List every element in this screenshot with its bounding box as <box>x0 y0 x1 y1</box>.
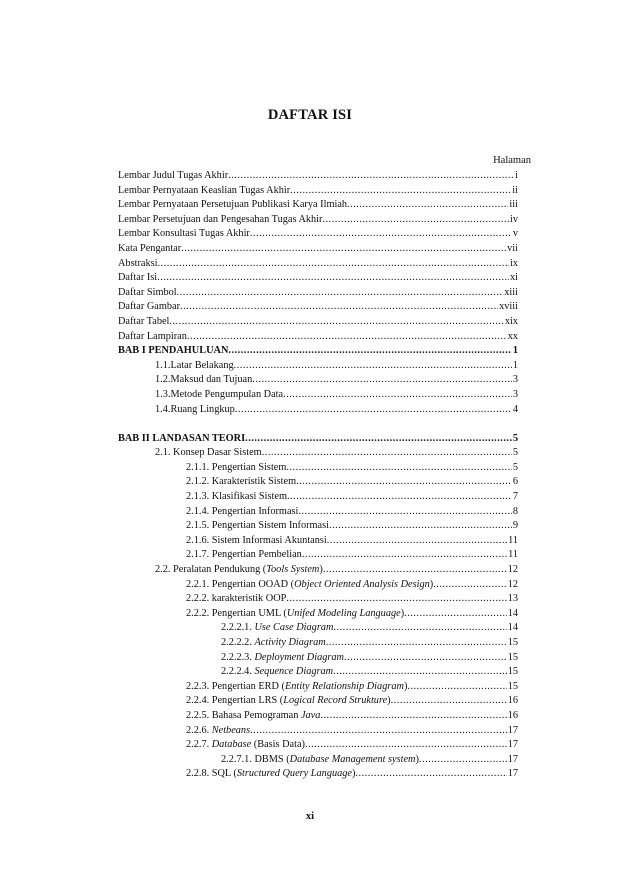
toc-entry-label: 1.1.Latar Belakang <box>155 359 234 371</box>
toc-entry-label: Daftar Isi <box>118 272 158 284</box>
toc-entry <box>118 738 518 753</box>
toc-entry <box>118 184 518 199</box>
toc-entry-page: 15 <box>507 680 518 692</box>
toc-leader-dots <box>245 432 512 447</box>
toc-leader-dots <box>228 169 514 184</box>
toc-entry <box>118 198 518 213</box>
toc-leader-dots <box>286 461 511 476</box>
toc-entry <box>118 578 518 593</box>
toc-entry-label: 1.4.Ruang Lingkup <box>155 403 235 415</box>
toc-leader-dots <box>290 184 511 199</box>
toc-entry-label: 2.1.1. Pengertian Sistem <box>186 461 287 473</box>
toc-entry-label: BAB II LANDASAN TEORI <box>118 432 246 444</box>
column-header-halaman: Halaman <box>493 155 531 166</box>
toc-leader-dots <box>327 534 507 549</box>
toc-entry-label: Lembar Konsultasi Tugas Akhir <box>118 228 250 240</box>
toc-entry-label: 2.2.7. Database (Basis Data) <box>186 739 305 751</box>
toc-leader-dots <box>262 446 512 461</box>
toc-entry-page: ii <box>512 184 518 196</box>
toc-leader-dots <box>228 344 511 359</box>
toc-entry-label: 2.1. Konsep Dasar Sistem <box>155 447 262 459</box>
toc-entry-label: 2.2.2. karakteristik OOP <box>186 593 287 605</box>
toc-entry-page: 12 <box>507 578 518 590</box>
toc-leader-dots <box>322 213 509 228</box>
toc-leader-dots <box>329 519 512 534</box>
toc-entry-label: 2.2.2.2. Activity Diagram <box>221 637 326 648</box>
toc-entry-label: 2.2.2.4. Sequence Diagram <box>221 666 334 678</box>
toc-entry-label: 2.1.3. Klasifikasi Sistem <box>186 491 287 503</box>
toc-leader-dots <box>419 753 507 768</box>
toc-entry <box>118 607 518 622</box>
toc-entry-label: Daftar Lampiran <box>118 330 187 342</box>
toc-entry-page: 1 <box>512 345 518 357</box>
toc-entry-label: 2.1.2. Karakteristik Sistem <box>186 476 297 488</box>
toc-entry-page: xix <box>504 315 518 327</box>
toc-leader-dots <box>347 198 508 213</box>
toc-entry-page: xi <box>509 272 518 284</box>
toc-leader-dots <box>407 680 506 695</box>
toc-entry-page: 17 <box>507 753 518 765</box>
toc-entry-label: Abstraksi <box>118 257 158 269</box>
toc-entry-label: Daftar Simbol <box>118 286 177 298</box>
page-title: DAFTAR ISI <box>267 107 353 123</box>
toc-leader-dots <box>157 271 509 286</box>
toc-entry-label: Kata Pengantar <box>118 242 182 254</box>
toc-entry-page: 16 <box>507 709 518 721</box>
toc-leader-dots <box>404 607 507 622</box>
toc-entry-page: xviii <box>499 301 518 313</box>
toc-entry <box>118 432 518 447</box>
toc-entry-page: 11 <box>508 549 518 561</box>
toc-entry <box>118 548 518 563</box>
toc-entry-page: i <box>515 170 518 181</box>
toc-entry <box>118 592 518 607</box>
toc-entry-page: vii <box>507 242 518 254</box>
toc-entry-page: v <box>512 228 518 240</box>
toc-entry <box>118 359 518 374</box>
toc-entry <box>118 388 518 403</box>
toc-entry <box>118 315 518 330</box>
toc-entry-label: 2.1.7. Pengertian Pembelian <box>186 549 302 561</box>
toc-entry <box>118 300 518 315</box>
toc-entry <box>118 169 518 184</box>
toc-entry <box>118 724 518 739</box>
toc-leader-dots <box>250 724 507 739</box>
toc-entry-label: 1.3.Metode Pengumpulan Data <box>155 388 284 400</box>
toc-entry-label: Lembar Judul Tugas Akhir <box>118 170 229 181</box>
toc-leader-dots <box>287 490 512 505</box>
toc-entry <box>118 344 518 359</box>
toc-entry-page: 3 <box>512 388 518 400</box>
toc-entry <box>118 651 518 666</box>
toc-entry <box>118 709 518 724</box>
toc-entry-label: 2.2.2.1. Use Case Diagram <box>221 622 334 634</box>
toc-entry <box>118 330 518 345</box>
toc-leader-dots <box>296 475 512 490</box>
toc-leader-dots <box>283 388 512 403</box>
toc-entry <box>118 680 518 695</box>
toc-entry-page: 17 <box>507 724 518 736</box>
toc-entry-page: 15 <box>507 637 518 648</box>
toc-entry <box>118 519 518 534</box>
toc-entry-page: 4 <box>512 403 518 415</box>
toc-entry <box>118 694 518 709</box>
toc-entry <box>118 286 518 301</box>
toc-entry-label: 1.2.Maksud dan Tujuan <box>155 374 253 386</box>
toc-entry-label: BAB I PENDAHULUAN <box>118 345 229 357</box>
toc-entry-label: 2.2.2.3. Deployment Diagram <box>221 651 344 663</box>
toc-entry <box>118 534 518 549</box>
toc-leader-dots <box>180 300 498 315</box>
toc-entry-page: 14 <box>507 622 518 634</box>
toc-entry-label: Lembar Pernyataan Keaslian Tugas Akhir <box>118 184 291 196</box>
toc-entry-page: 16 <box>507 695 518 707</box>
toc-leader-dots <box>305 738 507 753</box>
toc-entry-page: 17 <box>507 739 518 751</box>
toc-entry <box>118 213 518 228</box>
toc-entry-page: 5 <box>512 461 518 473</box>
toc-entry <box>118 490 518 505</box>
toc-leader-dots <box>250 227 512 242</box>
toc-leader-dots <box>286 592 506 607</box>
toc-entry-page: 3 <box>512 374 518 386</box>
toc-leader-dots <box>302 548 507 563</box>
toc-entry <box>118 505 518 520</box>
toc-leader-dots <box>333 665 507 680</box>
toc-entry-page: 8 <box>512 505 518 517</box>
toc-leader-dots <box>235 403 512 418</box>
toc-entry-page: 17 <box>507 768 518 780</box>
toc-entry-page: 1 <box>512 359 518 371</box>
footer-page-number: xi <box>305 811 315 822</box>
toc-entry-page: 5 <box>512 432 518 444</box>
toc-entry-page: 15 <box>507 651 518 663</box>
toc-leader-dots <box>320 709 506 724</box>
toc-entry-page: 14 <box>507 607 518 619</box>
toc-entry <box>118 461 518 476</box>
toc-entry <box>118 257 518 272</box>
toc-entry-label: 2.2.7.1. DBMS (Database Management system) <box>221 753 419 765</box>
toc-entry <box>118 446 518 461</box>
toc-entry-page: 11 <box>508 534 518 546</box>
toc-leader-dots <box>298 505 511 520</box>
toc-leader-dots <box>391 694 507 709</box>
toc-entry <box>118 753 518 768</box>
toc-entry <box>118 475 518 490</box>
toc-entry <box>118 271 518 286</box>
toc-leader-dots <box>169 315 503 330</box>
toc-entry <box>118 767 518 782</box>
toc-entry-label: 2.1.6. Sistem Informasi Akuntansi <box>186 534 327 546</box>
toc-entry <box>118 373 518 388</box>
toc-entry-page: 13 <box>507 593 518 605</box>
toc-leader-dots <box>333 621 506 636</box>
toc-entry <box>118 563 518 578</box>
toc-entry-label: 2.1.5. Pengertian Sistem Informasi <box>186 520 329 532</box>
toc-leader-dots <box>177 286 504 301</box>
toc-entry-page: 9 <box>512 520 518 532</box>
toc-entry-label: 2.2.5. Bahasa Pemograman Java <box>186 709 321 721</box>
toc-entry-label: 2.2. Peralatan Pendukung (Tools System) <box>155 564 323 576</box>
toc-entry-label: 2.2.6. Netbeans <box>186 724 251 736</box>
toc-entry-label: 2.2.4. Pengertian LRS (Logical Record Strukture) <box>186 695 391 707</box>
toc-entry-label: Lembar Pernyataan Persetujuan Publikasi Karya Ilmiah <box>118 199 348 211</box>
toc-entry-page: 15 <box>507 666 518 678</box>
toc-entry <box>118 403 518 418</box>
table-of-contents <box>118 169 518 782</box>
toc-leader-dots <box>187 330 507 345</box>
toc-leader-dots <box>234 359 512 374</box>
toc-leader-dots <box>326 636 507 651</box>
toc-entry <box>118 621 518 636</box>
toc-entry-label: 2.2.8. SQL (Structured Query Language) <box>186 768 356 780</box>
toc-leader-dots <box>157 257 509 272</box>
toc-entry <box>118 227 518 242</box>
toc-entry-label: 2.2.1. Pengertian OOAD (Object Oriented Analysis Design) <box>186 578 434 590</box>
toc-leader-dots <box>344 651 507 666</box>
toc-entry-label: 2.2.3. Pengertian ERD (Entity Relationship Diagram) <box>186 680 408 692</box>
toc-entry-page: 12 <box>507 564 518 576</box>
toc-leader-dots <box>323 563 507 578</box>
toc-entry-page: ix <box>509 257 518 269</box>
toc-entry-label: Lembar Persetujuan dan Pengesahan Tugas Akhir <box>118 213 323 225</box>
toc-leader-dots <box>181 242 506 257</box>
toc-leader-dots <box>252 373 512 388</box>
toc-entry-page: xx <box>507 330 518 342</box>
toc-entry-page: xiii <box>504 286 518 298</box>
toc-entry-label: 2.1.4. Pengertian Informasi <box>186 505 299 517</box>
toc-leader-dots <box>355 767 506 782</box>
toc-entry-label: 2.2.2. Pengertian UML (Unifed Modeling Language) <box>186 607 405 619</box>
toc-entry-page: 7 <box>512 491 518 503</box>
toc-entry-page: 6 <box>512 476 518 488</box>
toc-entry <box>118 636 518 651</box>
toc-entry <box>118 665 518 680</box>
toc-entry <box>118 242 518 257</box>
toc-entry-page: iii <box>509 199 518 211</box>
toc-entry-page: iv <box>509 213 518 225</box>
toc-entry-label: Daftar Tabel <box>118 315 170 327</box>
toc-entry-label: Daftar Gambar <box>118 301 181 313</box>
toc-entry-page: 5 <box>512 447 518 459</box>
toc-leader-dots <box>433 578 507 593</box>
